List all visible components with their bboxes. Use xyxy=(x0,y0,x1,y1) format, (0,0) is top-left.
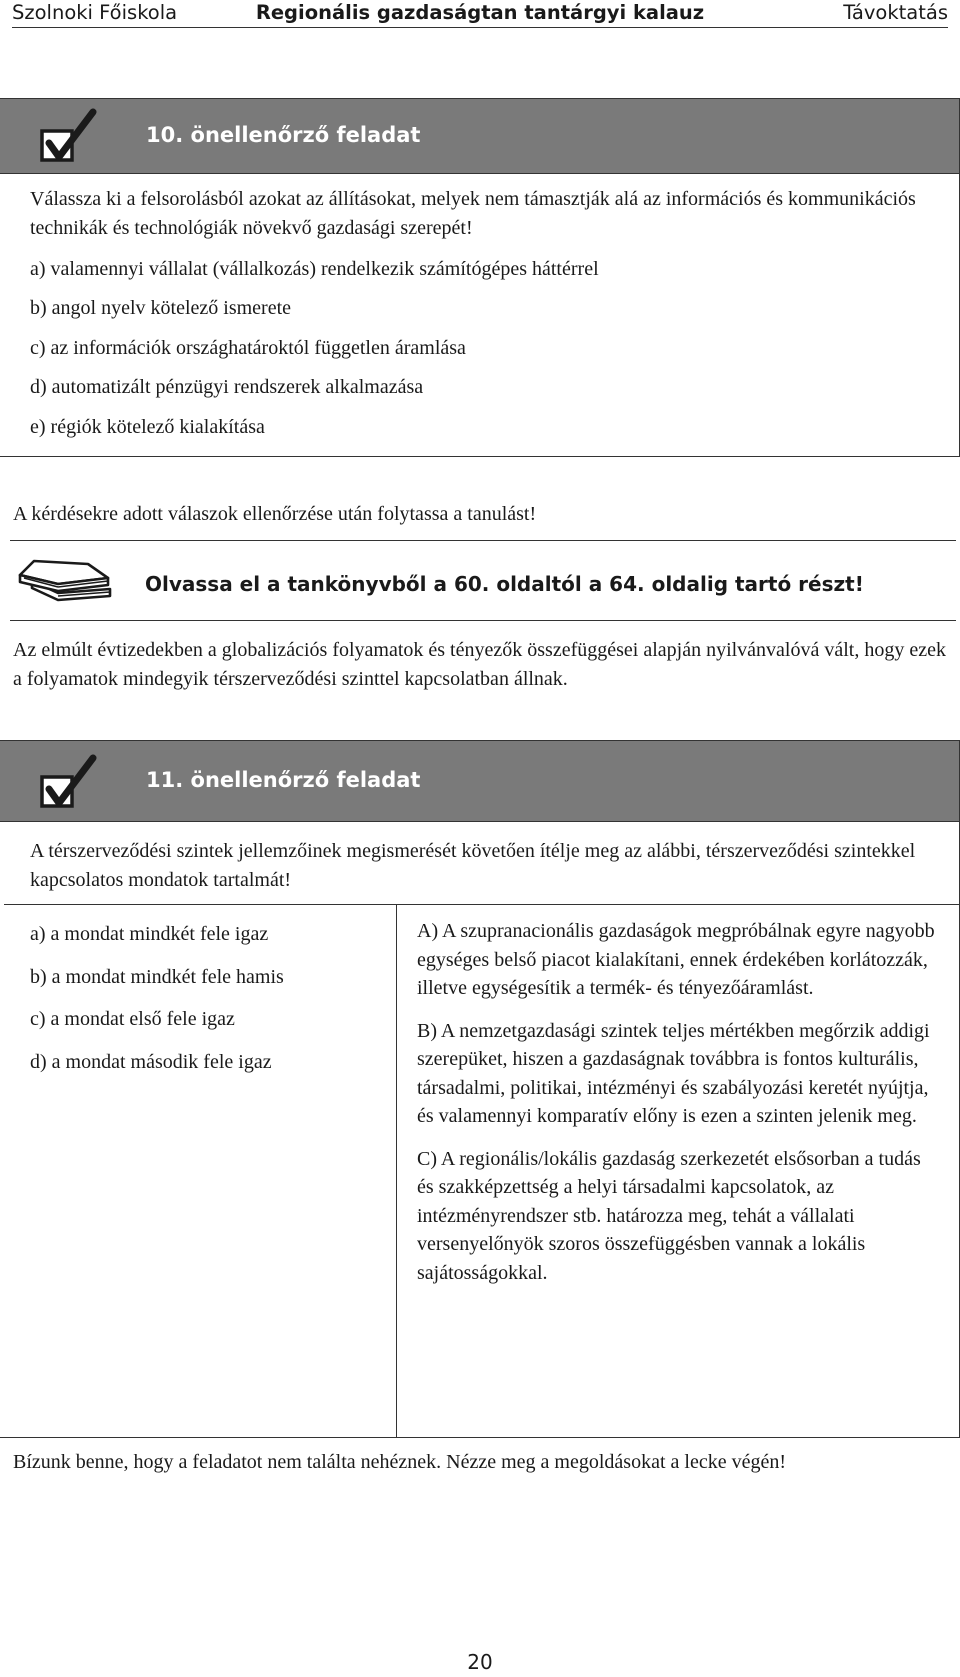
header-mode: Távoktatás xyxy=(843,1,948,24)
closing-text: Bízunk benne, hogy a feladatot nem találta nehéznek. Nézze meg a megoldásokat a lecke végén! xyxy=(13,1451,786,1473)
checkmark-icon xyxy=(38,753,98,811)
intro-paragraph: Az elmúlt évtizedekben a globalizációs folyamatok és tényezők összefüggései alapján nyilvánvalóvá vált, hogy ezek a folyamatok mindegyik térszerveződési szinttel kapcsolatban állnak. xyxy=(13,639,946,690)
task-10-option-e: e) régiók kötelező kialakítása xyxy=(30,416,265,438)
task-10-title: 10. önellenőrző feladat xyxy=(146,123,421,147)
header-course-title: Regionális gazdaságtan tantárgyi kalauz xyxy=(255,1,705,24)
task-11-title-bar xyxy=(0,741,959,822)
task-11-answer-d: d) a mondat második fele igaz xyxy=(30,1051,272,1073)
task-11-answer-a: a) a mondat mindkét fele igaz xyxy=(30,923,269,945)
task-11-answer-b: b) a mondat mindkét fele hamis xyxy=(30,966,284,988)
task-10-option-b: b) angol nyelv kötelező ismerete xyxy=(30,297,292,319)
column-divider xyxy=(396,904,397,1437)
page-number: 20 xyxy=(467,1650,493,1674)
task-10-option-a: a) valamennyi vállalat (vállalkozás) rendelkezik számítógépes háttérrel xyxy=(30,258,599,280)
task-11-answer-c: c) a mondat első fele igaz xyxy=(30,1008,235,1030)
statement-a: A) A szupranacionális gazdaságok megpróbálnak egyre nagyobb egységes belső piacot kialakítani, ennek érdekében korlátozzák, illetve egységesítik a termék- és tényezőáramlást. xyxy=(417,920,935,999)
task-10-option-c: c) az információk országhatároktól független áramlása xyxy=(30,337,466,359)
divider xyxy=(10,540,956,541)
statement-b: B) A nemzetgazdasági szintek teljes mértékben megőrzik addigi szerepüket, hiszen a gazdaságnak továbbra is fontos kulturális, társadalmi, politikai, intézményi és szabályozási keretét nyújtja, és valamennyi komparatív előny is ezen a szinten jelenik meg. xyxy=(417,1019,930,1127)
continue-instruction: A kérdésekre adott válaszok ellenőrzése után folytassa a tanulást! xyxy=(13,503,537,525)
divider xyxy=(4,904,959,905)
header-institution: Szolnoki Főiskola xyxy=(12,1,178,24)
task-11-box xyxy=(0,740,960,1438)
page-header xyxy=(12,0,948,28)
book-icon xyxy=(18,556,114,606)
task-11-title: 11. önellenőrző feladat xyxy=(146,768,421,792)
checkmark-icon xyxy=(38,107,98,165)
statement-c: C) A regionális/lokális gazdaság szerkezetét elsősorban a tudás és szakképzettség a helyi társadalmi kapcsolatok, az intézményrendszer stb. határozza meg, tehát a vállalati versenyelőnyök szoros összefüggésben vannak a lokális sajátosságokkal. xyxy=(417,1147,921,1284)
task-11-question: A térszerveződési szintek jellemzőinek megismerését követően ítélje meg az alábbi, térszerveződési szintekkel kapcsolatos mondatok tartalmát! xyxy=(30,840,916,891)
read-instruction: Olvassa el a tankönyvből a 60. oldaltól a 64. oldalig tartó részt! xyxy=(145,572,864,596)
task-10-box xyxy=(0,98,960,457)
task-11-statements xyxy=(417,917,937,1287)
task-10-question: Válassza ki a felsorolásból azokat az állításokat, melyek nem támasztják alá az információs és kommunikációs technikák és technológiák növekvő gazdasági szerepét! xyxy=(30,188,916,239)
task-10-title-bar xyxy=(0,99,959,174)
divider xyxy=(10,620,956,621)
task-10-option-d: d) automatizált pénzügyi rendszerek alkalmazása xyxy=(30,376,424,398)
